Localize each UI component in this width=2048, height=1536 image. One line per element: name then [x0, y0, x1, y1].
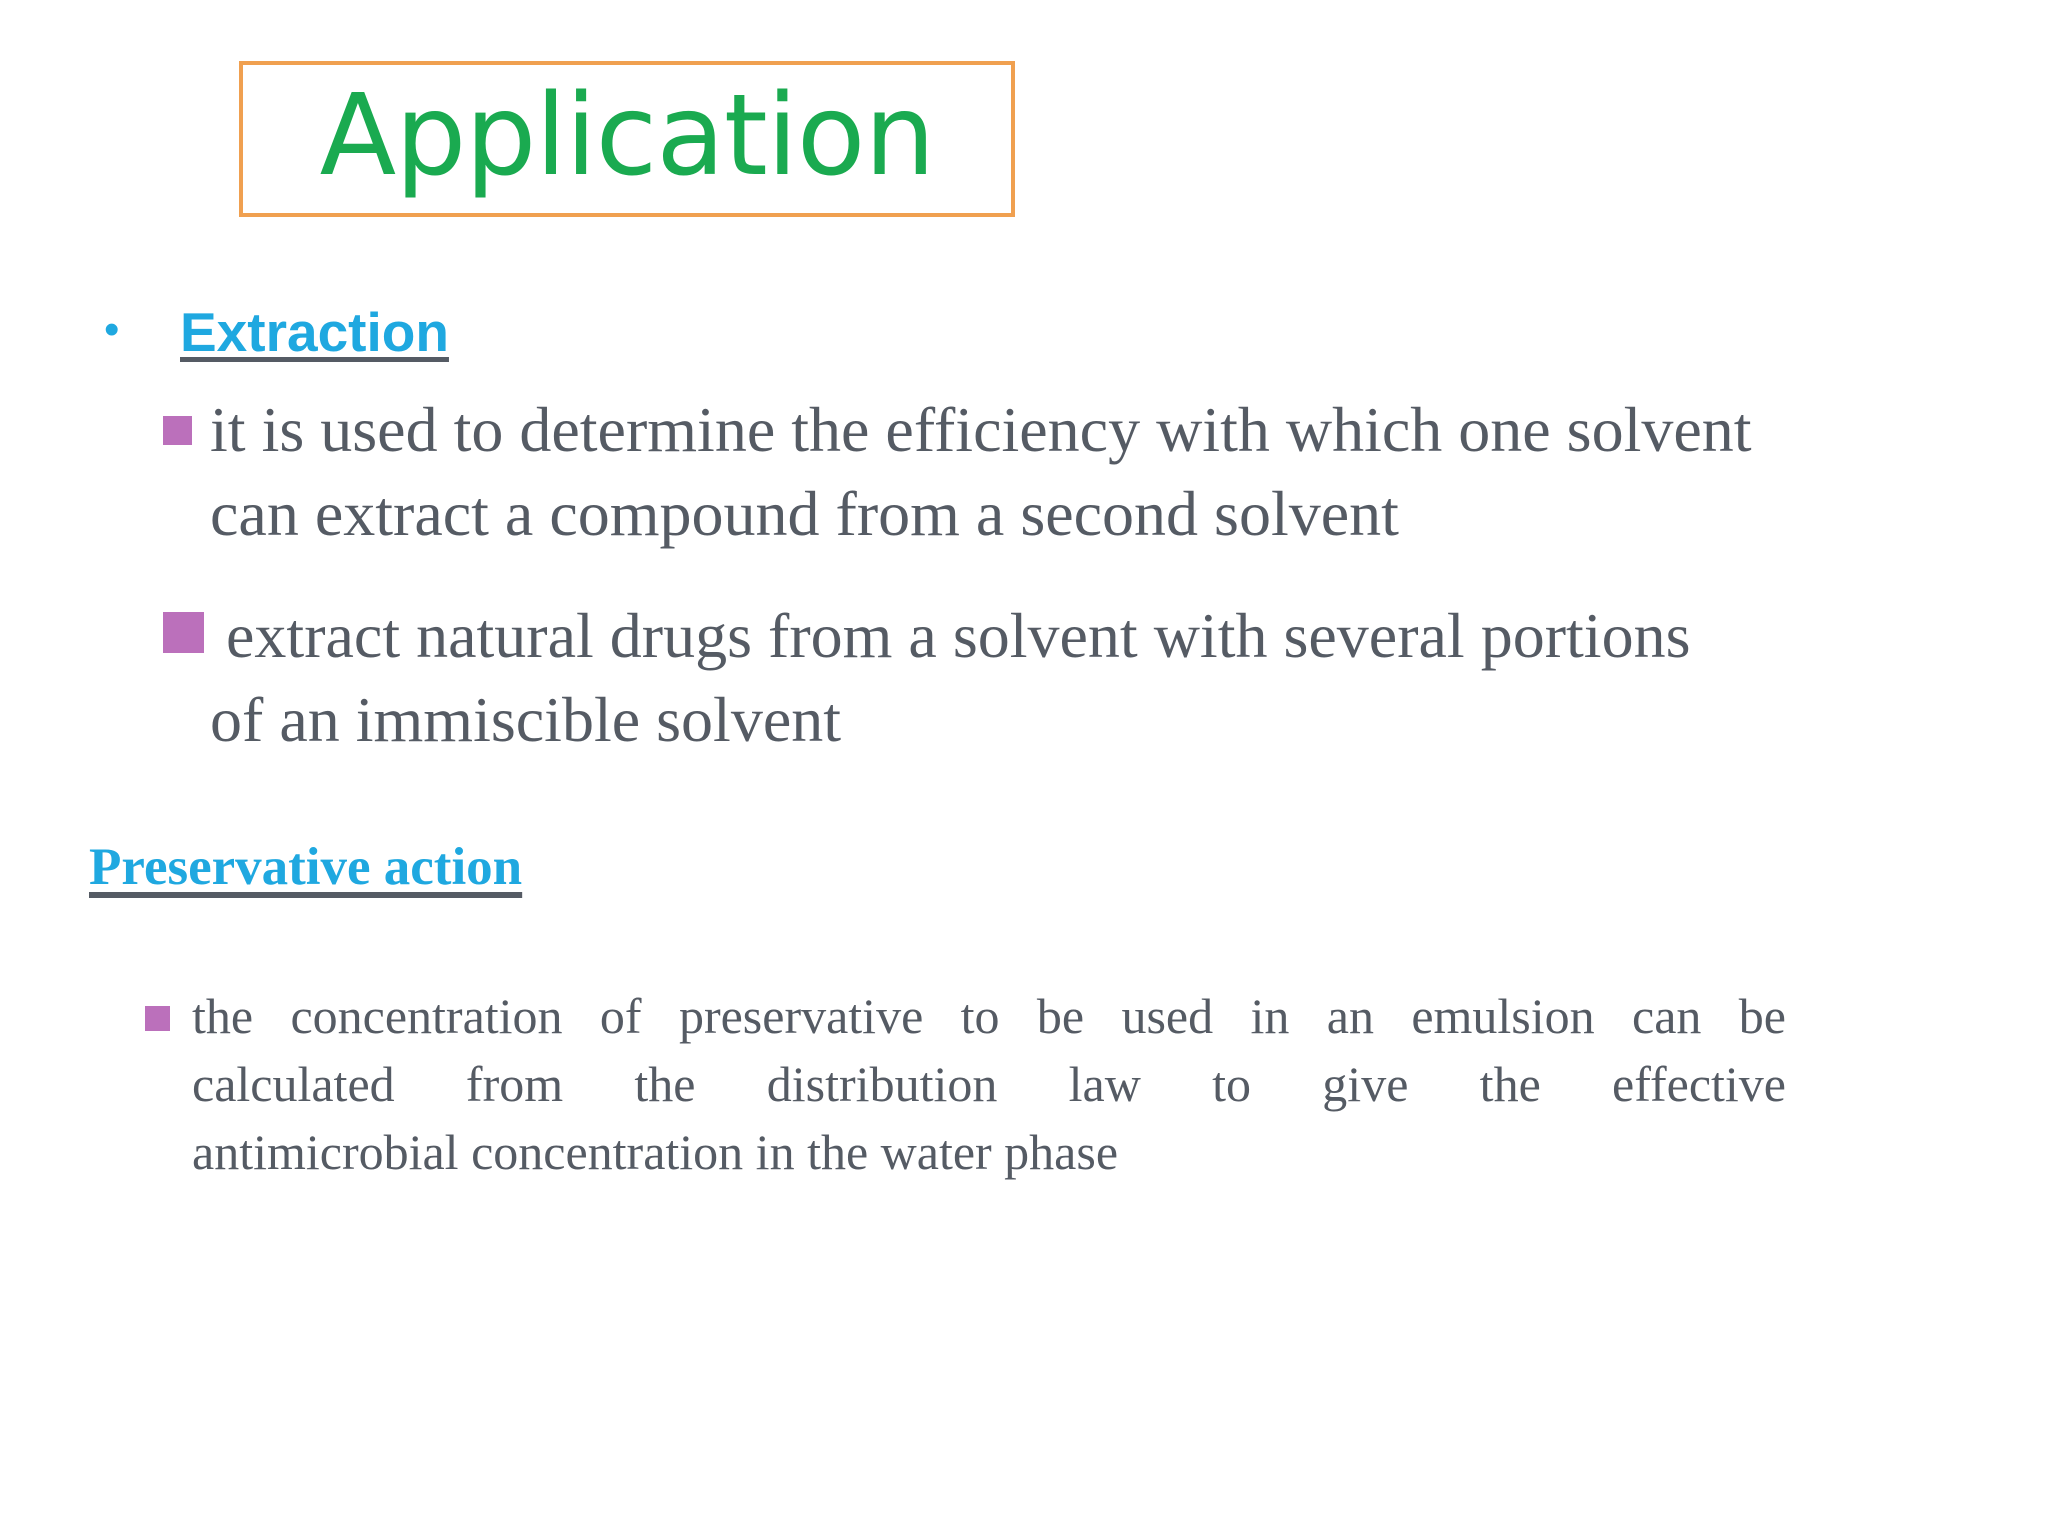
extraction-item-1-line-2: can extract a compound from a second solvent: [210, 478, 1399, 549]
extraction-heading: Extraction: [180, 301, 449, 363]
preservative-item: [192, 982, 1786, 1186]
slide-title: Application: [319, 71, 935, 201]
preservative-item-line-3: antimicrobial concentration in the water phase: [192, 1124, 1119, 1180]
preservative-item-line-2: calculated from the distribution law to give the effective: [192, 1056, 1786, 1112]
square-bullet-icon: [163, 416, 192, 445]
round-bullet-icon: •: [104, 305, 120, 354]
preservative-item-line-1: the concentration of preservative to be used in an emulsion can be: [192, 988, 1786, 1044]
square-bullet-icon: [145, 1006, 170, 1031]
square-bullet-icon: [163, 612, 204, 653]
extraction-item-2-line-2: of an immiscible solvent: [210, 684, 841, 755]
preservative-heading: Preservative action: [89, 838, 523, 896]
title-box: [239, 61, 1015, 217]
extraction-item-1-line-1: it is used to determine the efficiency with which one solvent: [210, 394, 1752, 465]
extraction-item-2-line-1: extract natural drugs from a solvent with several portions: [226, 600, 1691, 671]
